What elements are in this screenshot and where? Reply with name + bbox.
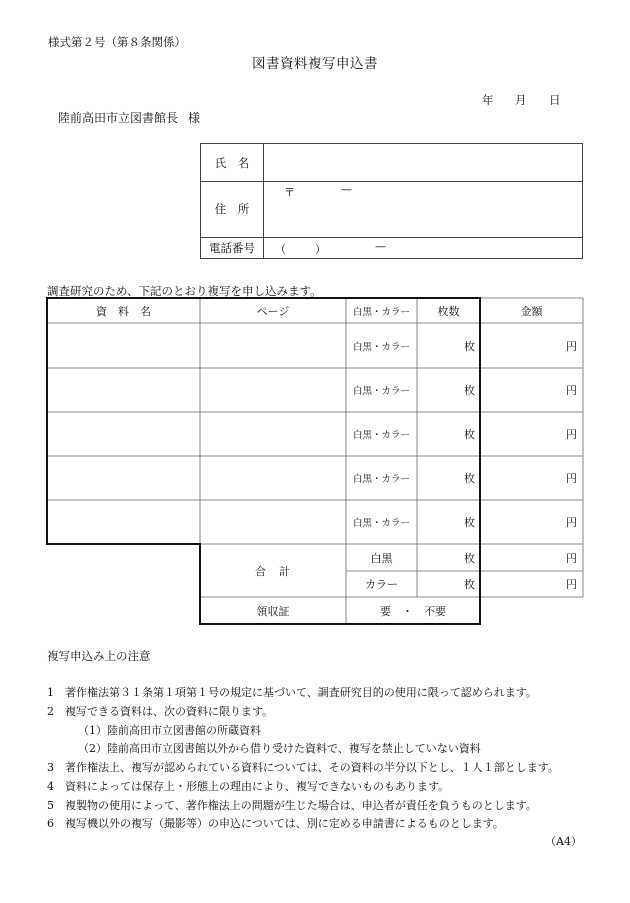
page-cell[interactable] — [200, 412, 346, 456]
header-sheets: 枚数 — [437, 304, 460, 318]
note-subitem: （2）陸前高田市立図書館以外から借り受けた資料で、複写を禁止していない資料 — [78, 742, 481, 755]
total-label: 合 計 — [255, 564, 291, 578]
amount-unit: 円 — [566, 516, 577, 529]
sheets-unit: 枚 — [464, 339, 475, 353]
color-select[interactable]: 白黒・カラー — [352, 474, 410, 485]
receipt-options[interactable]: 要 ・ 不要 — [380, 604, 446, 618]
sheets-unit: 枚 — [464, 384, 475, 397]
receipt-label: 領収証 — [256, 604, 290, 618]
phone-close-paren: ） — [315, 243, 326, 256]
phone-open-paren: （ — [275, 243, 286, 256]
sheets-unit: 枚 — [464, 516, 475, 529]
address-row — [201, 181, 582, 238]
page-cell[interactable] — [200, 323, 346, 368]
phone-field[interactable] — [263, 237, 582, 259]
applicant-box — [200, 143, 583, 259]
note-item: 4 資料によっては保存上・形態上の理由により、複写できないものもあります。 — [47, 780, 450, 793]
amount-unit: 円 — [566, 428, 577, 441]
amount-unit: 円 — [566, 472, 577, 485]
date-year-label: 年 — [482, 93, 494, 107]
total-color-sheets-unit: 枚 — [464, 578, 475, 591]
total-color-label: カラー — [365, 578, 398, 591]
postal-mark: 〒 — [284, 186, 295, 199]
material-cell[interactable] — [47, 456, 200, 500]
note-item: 5 複製物の使用によって、著作権法上の問題が生じた場合は、申込者が責任を負うものとします。 — [47, 799, 537, 812]
address-label: 住 所 — [201, 181, 264, 237]
color-select[interactable]: 白黒・カラー — [352, 430, 410, 441]
color-select[interactable]: 白黒・カラー — [352, 341, 410, 353]
header-material: 資 料 名 — [96, 304, 151, 318]
page-cell[interactable] — [200, 368, 346, 412]
addressee-suffix: 様 — [188, 111, 201, 125]
color-select[interactable]: 白黒・カラー — [352, 386, 410, 397]
total-bw-amount-unit: 円 — [566, 551, 577, 565]
note-subitem: （1）陸前高田市立図書館の所蔵資料 — [78, 724, 261, 737]
name-field[interactable] — [263, 144, 582, 181]
document-title: 図書資料複写申込書 — [252, 56, 378, 72]
header-amount: 金額 — [520, 304, 543, 318]
note-item: 3 著作権法上、複写が認められている資料については、その資料の半分以下とし、１人１部とします。 — [47, 761, 559, 774]
form-number: 様式第２号（第８条関係） — [48, 35, 186, 49]
material-cell[interactable] — [47, 412, 200, 456]
page-cell[interactable] — [200, 456, 346, 500]
phone-row — [201, 237, 582, 259]
material-cell[interactable] — [47, 368, 200, 412]
note-item: 2 複写できる資料は、次の資料に限ります。 — [47, 705, 274, 718]
addressee-name: 陸前高田市立図書館長 — [58, 111, 179, 125]
sheets-unit: 枚 — [464, 428, 475, 441]
phone-dash: — — [375, 240, 386, 253]
date-day-label: 日 — [549, 93, 561, 107]
date-month-label: 月 — [515, 93, 527, 107]
sheets-unit: 枚 — [464, 472, 475, 485]
header-page: ページ — [256, 304, 290, 318]
material-cell[interactable] — [47, 500, 200, 544]
material-cell[interactable] — [47, 323, 200, 368]
total-color-amount-unit: 円 — [566, 578, 577, 591]
name-row — [201, 144, 582, 182]
postal-dash: — — [341, 183, 352, 196]
amount-unit: 円 — [566, 384, 577, 397]
total-bw-label: 白黒 — [370, 551, 393, 565]
note-item: 1 著作権法第３１条第１項第１号の規定に基づいて、調査研究目的の使用に限って認められます。 — [47, 686, 537, 699]
intro-text: 調査研究のため、下記のとおり複写を申し込みます。 — [47, 284, 322, 298]
name-label: 氏 名 — [201, 144, 264, 181]
paper-size-label: （A4） — [545, 835, 582, 848]
color-select[interactable]: 白黒・カラー — [352, 518, 410, 529]
header-color: 白黒・カラー — [352, 306, 410, 318]
notes-title: 複写申込み上の注意 — [47, 649, 151, 663]
total-bw-sheets-unit: 枚 — [464, 551, 475, 565]
note-item: 6 複写機以外の複写（撮影等）の申込については、別に定める申請書によるものとします。 — [47, 817, 504, 830]
address-field[interactable] — [263, 181, 582, 237]
addressee — [58, 109, 200, 126]
phone-label: 電話番号 — [201, 237, 264, 259]
amount-unit: 円 — [566, 339, 577, 353]
page-cell[interactable] — [200, 500, 346, 544]
